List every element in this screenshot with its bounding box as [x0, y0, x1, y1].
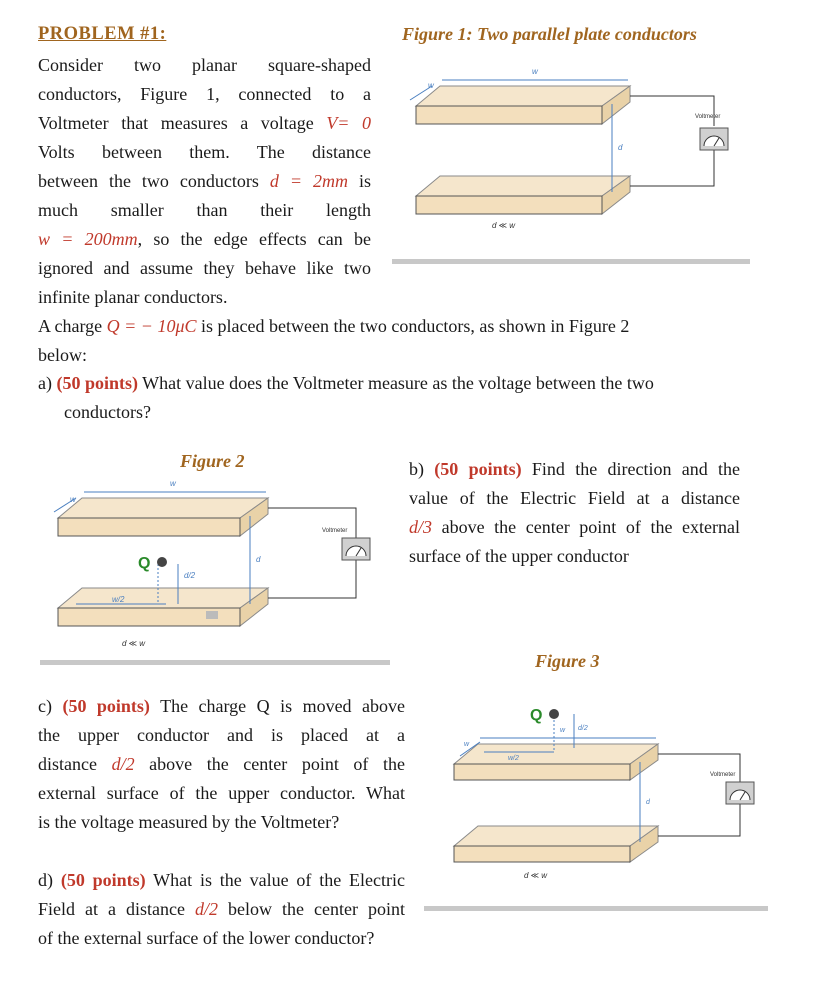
charge-dot: [157, 557, 167, 567]
part-b-line-3: [409, 513, 740, 542]
figure-2-d-label: d: [256, 555, 261, 564]
figure-1: [392, 50, 750, 270]
figure-1-title: Figure 1: Two parallel plate conductors: [402, 24, 697, 44]
text: above the center point of the: [134, 754, 405, 774]
part-c-line-1: [38, 692, 405, 721]
text: What is the value of the Electric: [145, 870, 406, 890]
part-c-line-2: the upper conductor and is placed at a: [38, 725, 405, 745]
part-a-label: a): [38, 373, 52, 393]
upper-plate-front: [416, 106, 602, 124]
figure-2-voltmeter-label: Voltmeter: [322, 528, 348, 534]
part-a-line-2: conductors?: [64, 402, 151, 422]
part-c: [38, 692, 405, 837]
text: A charge: [38, 316, 107, 336]
intro-line-6: much smaller than their length: [38, 200, 371, 220]
figure-2-title: Figure 2: [180, 451, 245, 471]
part-b-line-2: value of the Electric Field at a distance: [409, 488, 740, 508]
part-b-line-4: surface of the upper conductor: [409, 546, 629, 566]
figure-3-charge-label: Q: [530, 707, 543, 724]
text: distance: [38, 754, 112, 774]
figure-2-w-label: w: [170, 479, 176, 488]
text: is placed between the two conductors, as shown in Figure 2: [196, 316, 630, 336]
figure-1-condition: d ≪ w: [492, 221, 516, 230]
figure-shadow: [392, 259, 750, 264]
figure-frame: [392, 50, 750, 262]
figure-3-half-w-label: w/2: [508, 755, 519, 762]
intro-line-7: [38, 225, 371, 254]
figure-1-voltmeter-label: Voltmeter: [695, 114, 721, 120]
lower-plate-front: [416, 196, 602, 214]
intro-line-10: [38, 312, 629, 341]
part-b-label: b): [409, 459, 424, 479]
figure-2-half-w-label: w/2: [112, 595, 125, 604]
half-d: d/2: [195, 899, 219, 919]
part-c-line-5: is the voltage measured by the Voltmeter?: [38, 812, 340, 832]
distance-value: d = 2mm: [269, 171, 348, 191]
figure-shadow: [424, 906, 768, 911]
figure-frame: [424, 686, 768, 906]
lower-plate-top: [58, 588, 268, 608]
part-b-points: (50 points): [434, 459, 522, 479]
text: is: [348, 171, 371, 191]
third-d: d/3: [409, 517, 433, 537]
upper-plate-top: [58, 498, 268, 518]
part-c-line-4: external surface of the upper conductor. What: [38, 783, 405, 803]
figure-shadow: [40, 660, 390, 665]
part-d-line-2: [38, 895, 405, 924]
charge-dot: [549, 709, 559, 719]
figure-2: [40, 450, 390, 668]
upper-plate-top: [416, 86, 630, 106]
marker: [206, 611, 218, 619]
text: The charge Q is moved above: [149, 696, 405, 716]
figure-3-w-label: w: [560, 727, 566, 734]
intro-line-11: below:: [38, 345, 87, 365]
text: Field at a distance: [38, 899, 195, 919]
part-d: [38, 866, 405, 953]
part-d-label: d): [38, 870, 53, 890]
figure-3-condition: d ≪ w: [524, 871, 548, 880]
text: , so the edge effects can be: [137, 229, 371, 249]
text: Voltmeter that measures a voltage: [38, 113, 327, 133]
charge-value: Q = − 10μC: [106, 316, 197, 336]
part-c-line-3: [38, 750, 405, 779]
part-a-points: (50 points): [56, 373, 138, 393]
figure-3-w-depth-label: w: [464, 741, 470, 748]
intro-line-8: ignored and assume they behave like two: [38, 258, 371, 278]
upper-plate-top: [454, 744, 658, 764]
part-b: [409, 455, 740, 571]
voltage-value: V= 0: [326, 113, 371, 133]
part-d-line-1: [38, 866, 405, 895]
figure-3-voltmeter-label: Voltmeter: [710, 772, 736, 778]
text: Find the direction and the: [521, 459, 741, 479]
text: between the two conductors: [38, 171, 270, 191]
intro-line-9: infinite planar conductors.: [38, 287, 228, 307]
upper-plate-front: [454, 764, 630, 780]
figure-2-condition: d ≪ w: [122, 639, 146, 648]
intro-line-2: conductors, Figure 1, connected to a: [38, 84, 371, 104]
figure-1-w-depth-label: w: [428, 81, 434, 90]
part-d-points: (50 points): [60, 870, 146, 890]
intro-line-4: Volts between them. The distance: [38, 142, 371, 162]
part-a-text: What value does the Voltmeter measure as the voltage between the two: [138, 373, 654, 393]
intro-line-1: Consider two planar square-shaped: [38, 55, 371, 75]
part-b-line-1: [409, 455, 740, 484]
part-c-label: c): [38, 696, 52, 716]
part-a: [38, 369, 654, 398]
upper-plate-front: [58, 518, 240, 536]
lower-plate-front: [454, 846, 630, 862]
problem-title: PROBLEM #1:: [38, 24, 167, 44]
intro-text: [38, 51, 371, 312]
part-d-line-3: of the external surface of the lower conductor?: [38, 928, 375, 948]
length-value: w = 200mm: [38, 229, 138, 249]
figure-2-half-d-label: d/2: [184, 571, 196, 580]
figure-2-charge-label: Q: [138, 555, 151, 572]
part-c-points: (50 points): [62, 696, 150, 716]
figure-3-d-label: d: [646, 799, 650, 806]
intro-line-3: [38, 109, 371, 138]
figure-3-half-d-label: d/2: [578, 725, 588, 732]
figure-1-w-label: w: [532, 67, 538, 76]
text: above the center point of the external: [432, 517, 740, 537]
figure-1-d-label: d: [618, 143, 623, 152]
text: below the center point: [218, 899, 405, 919]
figure-3-title: Figure 3: [535, 651, 600, 671]
figure-frame: [40, 450, 390, 662]
figure-2-w-depth-label: w: [70, 495, 76, 504]
lower-plate-top: [416, 176, 630, 196]
lower-plate-top: [454, 826, 658, 846]
figure-3: [424, 686, 768, 916]
half-d: d/2: [111, 754, 135, 774]
intro-line-5: [38, 167, 371, 196]
